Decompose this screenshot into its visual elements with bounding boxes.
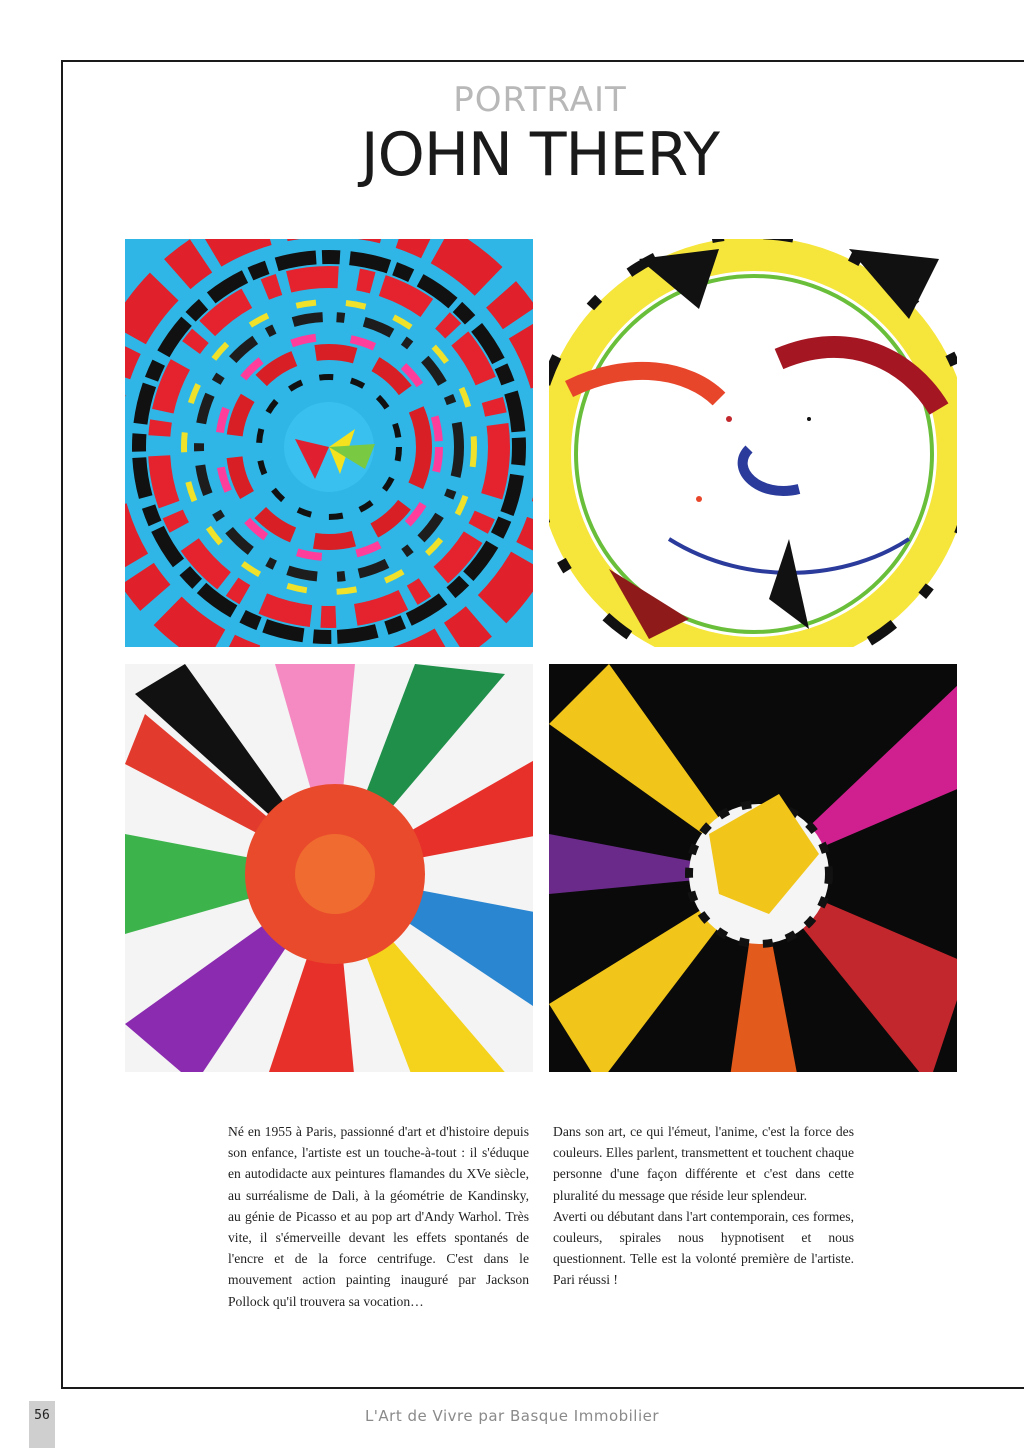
paragraph-colors: Dans son art, ce qui l'émeut, l'anime, c'est la force des couleurs. Elles parlent, transmettent et touchent chaque personne d'une façon différente et c'est dans cette pluralité du message que réside leur splendeur. xyxy=(553,1124,854,1203)
section-kicker: PORTRAIT xyxy=(453,80,627,120)
page-title: JOHN THERY xyxy=(360,120,720,190)
publication-footer: L'Art de Vivre par Basque Immobilier xyxy=(364,1407,660,1425)
spin-painting-4 xyxy=(549,664,957,1072)
spin-painting-3 xyxy=(125,664,533,1072)
page-number: 56 xyxy=(29,1401,55,1448)
paragraph-conclusion: Averti ou débutant dans l'art contemporain, ces formes, couleurs, spirales nous hypnotisent et nous questionnent. Telle est la volonté première de l'artiste. Pari réussi ! xyxy=(553,1208,854,1288)
article-column-right xyxy=(553,1121,854,1291)
paragraph-biography: Né en 1955 à Paris, passionné d'art et d'histoire depuis son enfance, l'artiste est un touche-à-tout : il s'éduque en autodidacte aux peintures flamandes du XVe siècle, au surréalisme de Dali, à la géométrie de Kandinsky, au génie de Picasso et au pop art d'Andy Warhol. Très vite, il s'émerveille devant les effets spontanés de l'encre et de la force centrifuge. C'est dans le mouvement action painting inauguré par Jackson Pollock qu'il trouvera sa vocation… xyxy=(228,1124,529,1309)
article-column-left xyxy=(228,1121,529,1312)
spin-painting-1 xyxy=(125,239,533,647)
spin-painting-2 xyxy=(549,239,957,647)
